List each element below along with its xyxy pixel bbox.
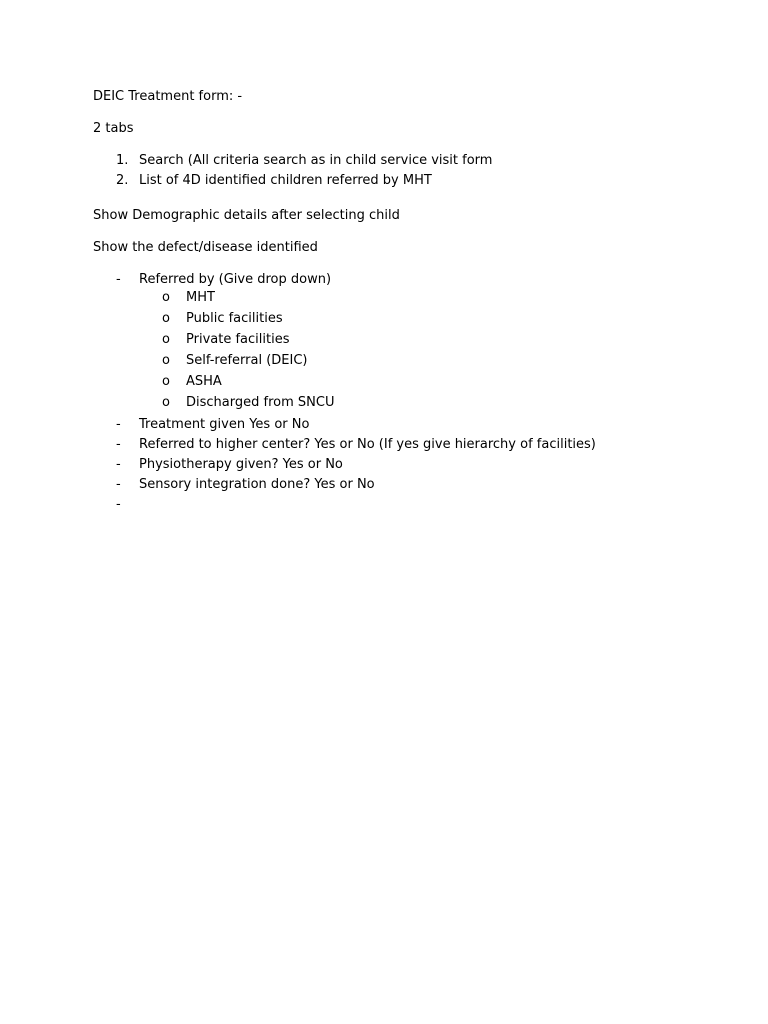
option-item: [139, 310, 713, 331]
sensory-integration-item: [93, 476, 713, 496]
list-item-text: Search (All criteria search as in child service visit form: [139, 153, 493, 168]
option-item: [139, 373, 713, 394]
field-text: Referred to higher center? Yes or No (If yes give hierarchy of facilities): [139, 437, 596, 452]
list-number: 1.: [116, 153, 129, 168]
demographic-note: Show Demographic details after selecting child: [93, 208, 400, 223]
document-title: DEIC Treatment form: -: [93, 89, 243, 104]
option-text: Discharged from SNCU: [186, 395, 335, 410]
dash-marker: -: [116, 437, 121, 452]
field-text: Physiotherapy given? Yes or No: [139, 457, 343, 472]
treatment-given-item: [93, 416, 713, 436]
bullet-marker: o: [162, 311, 170, 326]
option-text: MHT: [186, 290, 215, 305]
referred-by-item: [93, 271, 713, 415]
tabs-list: [93, 152, 713, 192]
bullet-marker: o: [162, 353, 170, 368]
option-text: Self-referral (DEIC): [186, 353, 308, 368]
dash-marker: -: [116, 417, 121, 432]
referred-by-label: Referred by (Give drop down): [139, 272, 332, 287]
tabs-heading: 2 tabs: [93, 121, 134, 136]
list-item-text: List of 4D identified children referred by MHT: [139, 173, 432, 188]
option-item: [139, 289, 713, 310]
dash-marker: -: [116, 497, 121, 512]
dash-marker: -: [116, 477, 121, 492]
bullet-marker: o: [162, 374, 170, 389]
option-text: ASHA: [186, 374, 222, 389]
list-number: 2.: [116, 173, 129, 188]
dash-marker: -: [116, 272, 121, 287]
option-text: Public facilities: [186, 311, 283, 326]
bullet-marker: o: [162, 290, 170, 305]
tab-item-referred-children: [93, 172, 713, 192]
field-text: Sensory integration done? Yes or No: [139, 477, 375, 492]
field-text: Treatment given Yes or No: [139, 417, 310, 432]
bullet-marker: o: [162, 332, 170, 347]
fields-list: [93, 271, 713, 516]
dash-marker: -: [116, 457, 121, 472]
bullet-marker: o: [162, 395, 170, 410]
tab-item-search: [93, 152, 713, 172]
option-text: Private facilities: [186, 332, 290, 347]
referred-higher-center-item: [93, 436, 713, 456]
option-item: [139, 331, 713, 352]
defect-note: Show the defect/disease identified: [93, 240, 318, 255]
referred-by-options: [139, 289, 713, 415]
physiotherapy-item: [93, 456, 713, 476]
option-item: [139, 352, 713, 373]
document-body: [93, 88, 713, 516]
empty-item: [93, 496, 713, 516]
option-item: [139, 394, 713, 415]
